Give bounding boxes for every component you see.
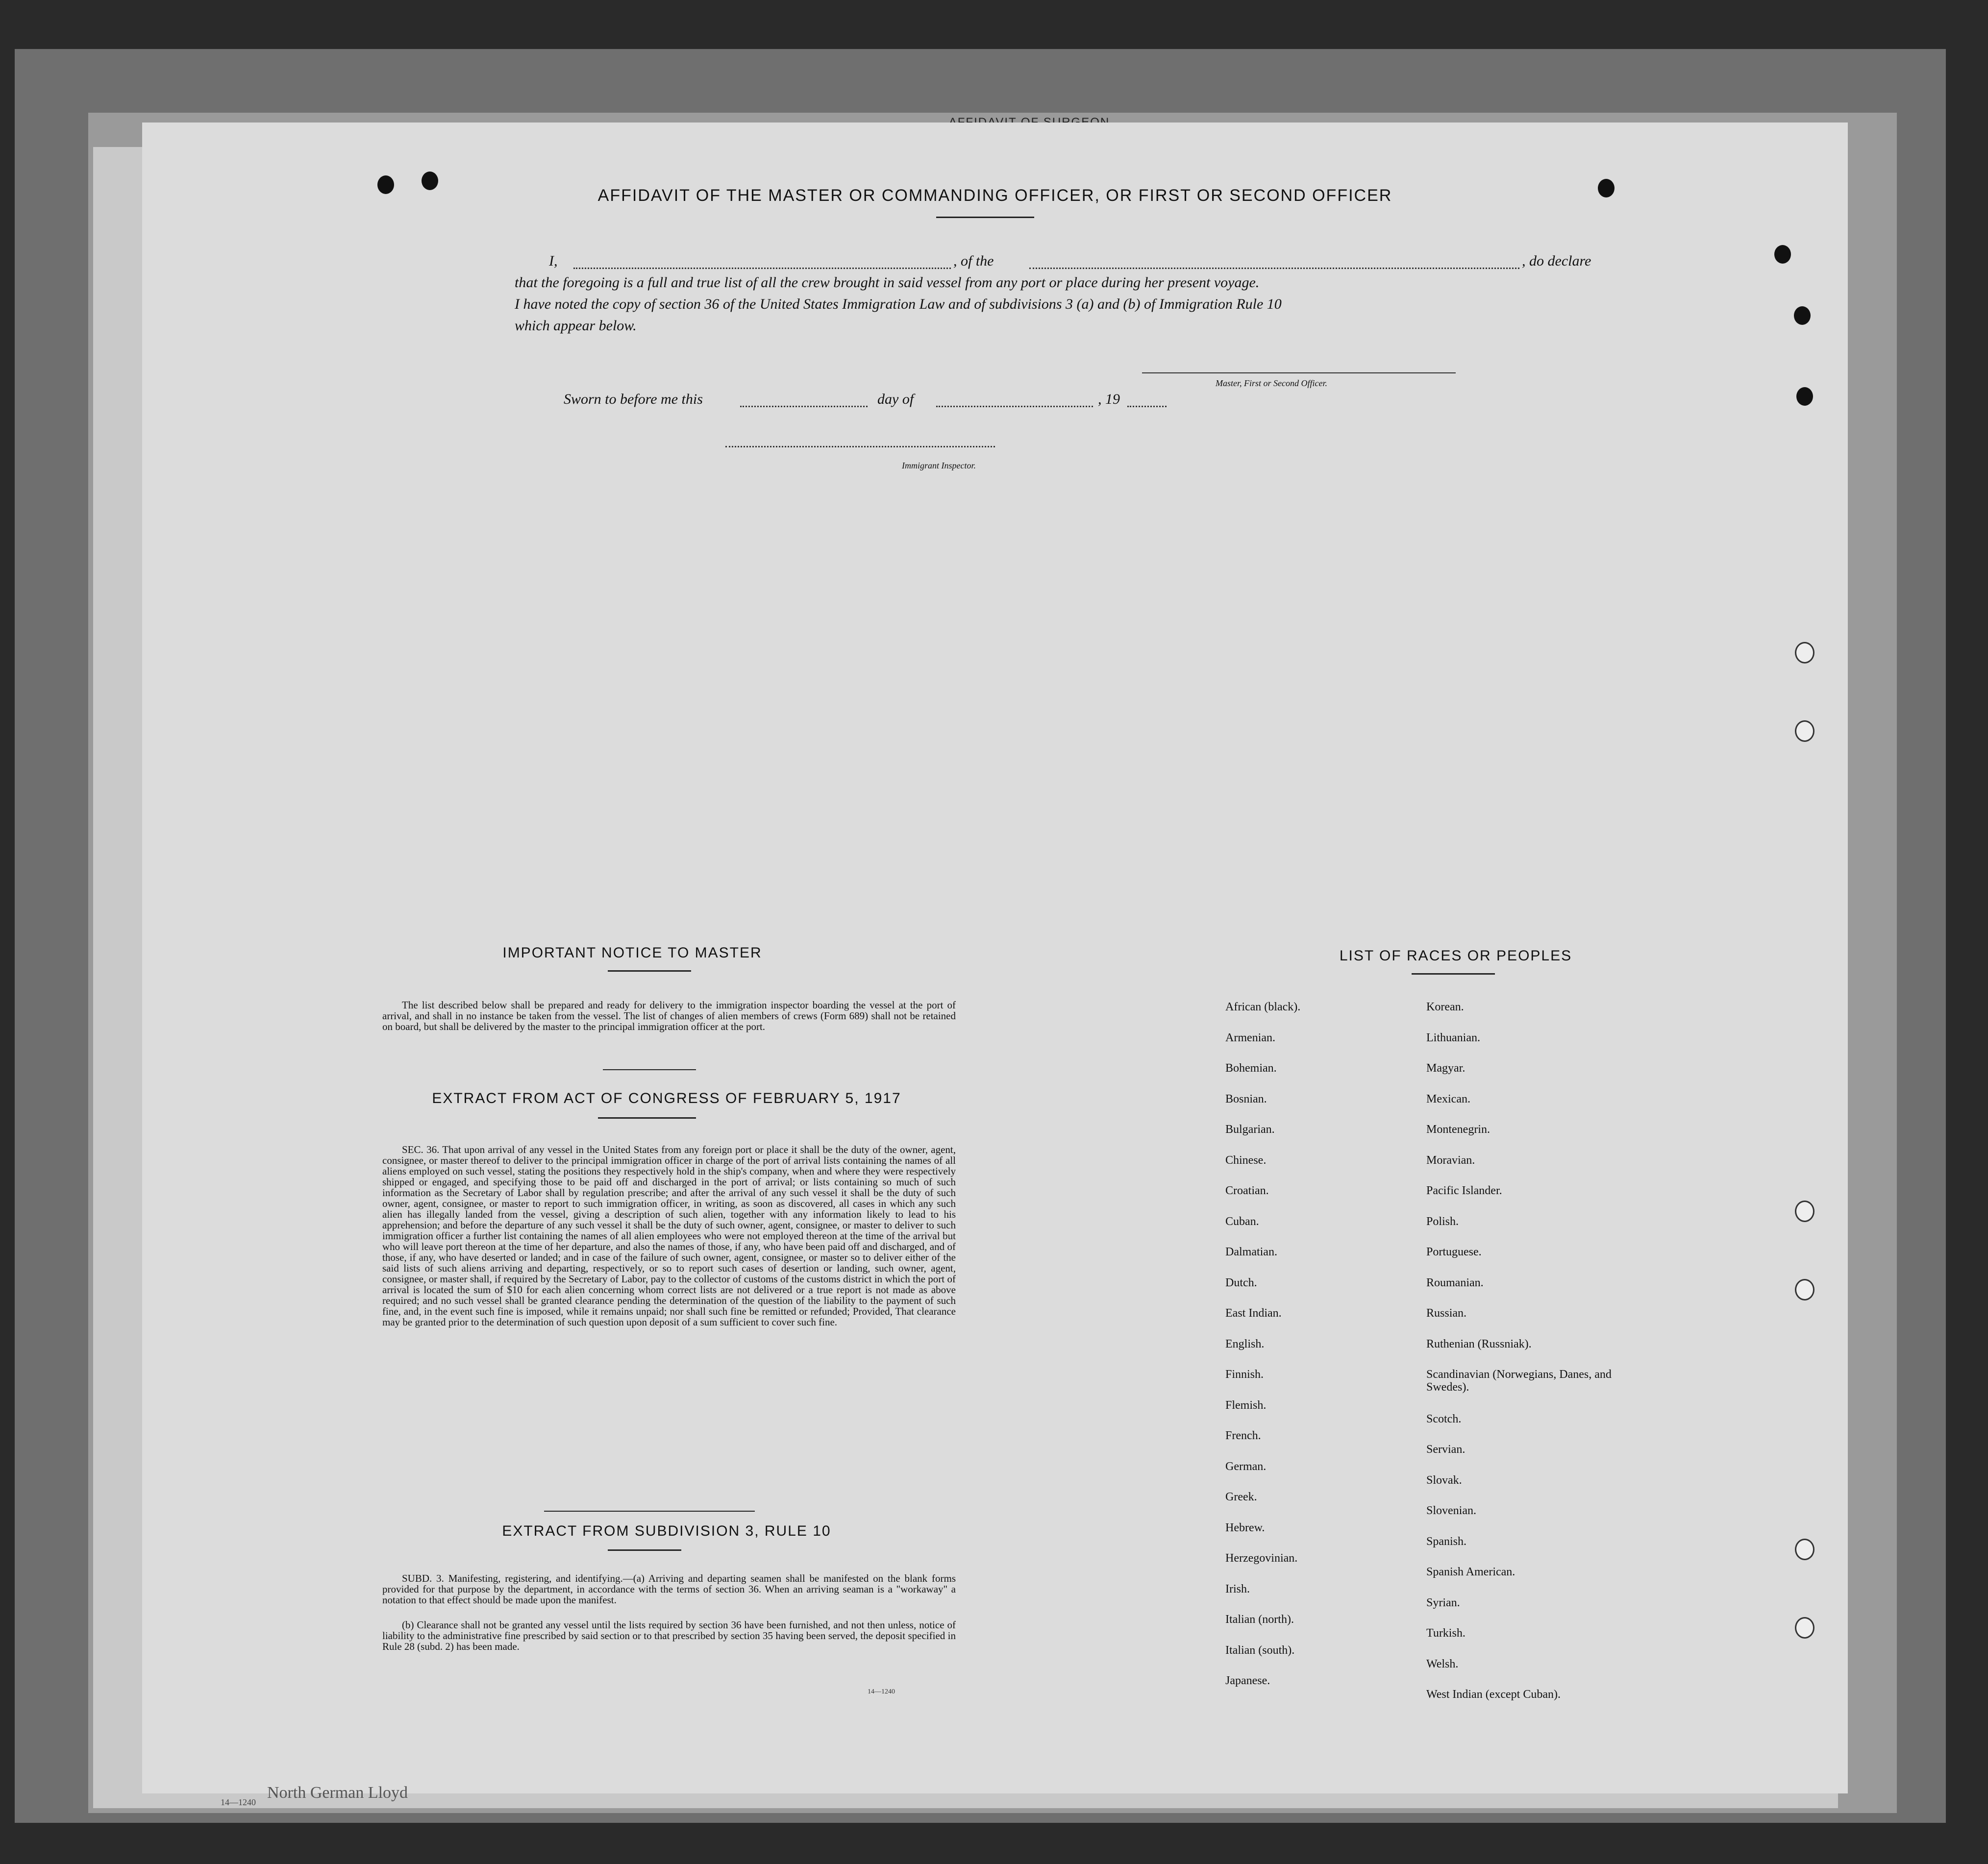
- race-entry: Pacific Islander.: [1426, 1184, 1502, 1197]
- extract-rule-body-b: (b) Clearance shall not be granted any vessel until the lists required by section 36 have been furnished, and not then unless, notice of liability to the administrative fine prescribed by said section or to that prescribed by section 35 having been served, the deposit specified in Rule 28 (subd. 2) has been made.: [382, 1619, 956, 1652]
- extract-act-body: SEC. 36. That upon arrival of any vessel in the United States from any foreign port or place it shall be the duty of the owner, agent, consignee, or master thereof to deliver to the principal immigration officer in charge of the port of arrival lists containing the names of all aliens employed on such vessel, stating the positions they respectively hold in the ship's company, when and where they were respectively shipped or engaged, and specifying those to be paid off and discharged in the port of arrival; or lists containing so much of such information as the Secretary of Labor shall by regulation prescribe; and after the arrival of any such vessel it shall be the duty of such owner, agent, consignee, or master to report to such immigration officer, in writing, as soon as discovered, all cases in which any such alien has illegally landed from the vessel, giving a description of such alien, together with any information likely to lead to his apprehension; and before the departure of any such vessel it shall be the duty of such owner, agent, consignee, or master to deliver to such immigration officer a further list containing the names of all alien employees who were not employed thereon at the time of the arrival but who will leave port thereon at the time of her departure, and also the names of those, if any, who have been paid off and discharged, and of those, if any, who have deserted or landed; and in case of the failure of such owner, agent, consignee, or master so to deliver either of the said lists of such aliens arriving and departing, respectively, or so to report such cases of desertion or landing, such owner, agent, consignee, or master shall, if required by the Secretary of Labor, pay to the collector of customs of the customs district in which the port of arrival is located the sum of $10 for each alien concerning whom correct lists are not delivered or a true report is not made as above required; and no such vessel shall be granted clearance pending the determination of the question of the liability to the payment of such fine, and, in the event such fine is imposed, while it remains unpaid; nor shall such fine be remitted or refunded; Provided, That clearance may be granted prior to the determination of such question upon deposit of a sum sufficient to cover such fine.: [382, 1144, 956, 1328]
- punch-hole-icon: [1795, 1539, 1814, 1560]
- race-entry: Hebrew.: [1225, 1521, 1265, 1534]
- race-entry: Montenegrin.: [1426, 1123, 1490, 1136]
- affidavit-line-4: which appear below.: [515, 318, 637, 334]
- race-entry: Syrian.: [1426, 1596, 1460, 1609]
- race-entry: Welsh.: [1426, 1657, 1459, 1670]
- race-entry: Roumanian.: [1426, 1276, 1484, 1289]
- form-number: 14—1240: [868, 1688, 895, 1695]
- divider: [544, 1511, 755, 1512]
- punch-hole-icon: [1795, 642, 1814, 663]
- officer-signature-field[interactable]: [1142, 372, 1456, 373]
- races-title: LIST OF RACES OR PEOPLES: [1339, 948, 1572, 964]
- race-entry: Japanese.: [1225, 1674, 1270, 1687]
- extract-act-title: EXTRACT FROM ACT OF CONGRESS OF FEBRUARY 5, 1917: [432, 1090, 901, 1106]
- race-entry: Bohemian.: [1225, 1062, 1277, 1075]
- affidavit-of-the-label: , of the: [953, 253, 994, 269]
- sworn-label: Sworn to before me this: [564, 391, 703, 407]
- punch-hole-icon: [1774, 245, 1791, 264]
- extract-rule-body-a: SUBD. 3. Manifesting, registering, and identifying.—(a) Arriving and departing seamen shall be manifested on the blank forms provided for that purpose by the department, in accordance with the terms of section 36. When an arriving seaman is a "workaway" a notation to that effect should be made upon the manifest.: [382, 1572, 956, 1606]
- affidavit-i-label: I,: [549, 253, 558, 269]
- race-entry: Dalmatian.: [1225, 1246, 1277, 1258]
- race-entry: Greek.: [1225, 1491, 1257, 1503]
- year-label: , 19: [1098, 391, 1120, 407]
- race-entry: Spanish.: [1426, 1535, 1467, 1548]
- punch-hole-icon: [1795, 1279, 1814, 1300]
- inspector-caption: Immigrant Inspector.: [902, 461, 976, 470]
- race-entry: Dutch.: [1225, 1276, 1257, 1289]
- punch-hole-icon: [1795, 1617, 1814, 1639]
- extract-rule-title: EXTRACT FROM SUBDIVISION 3, RULE 10: [502, 1523, 831, 1539]
- extract-rule-underline: [608, 1549, 681, 1551]
- master-name-field[interactable]: [573, 268, 951, 269]
- race-entry: Armenian.: [1225, 1031, 1275, 1044]
- punch-hole-icon: [1796, 387, 1813, 406]
- race-entry: Croatian.: [1225, 1184, 1269, 1197]
- race-entry: Bulgarian.: [1225, 1123, 1275, 1136]
- race-entry: Italian (north).: [1225, 1613, 1294, 1626]
- affidavit-title: AFFIDAVIT OF THE MASTER OR COMMANDING OFFICER, OR FIRST OR SECOND OFFICER: [597, 186, 1392, 205]
- punch-hole-icon: [1795, 1201, 1814, 1222]
- race-entry: Servian.: [1426, 1443, 1466, 1456]
- race-entry: English.: [1225, 1337, 1265, 1350]
- punch-hole-icon: [1795, 720, 1814, 742]
- punch-hole-icon: [1794, 306, 1811, 325]
- race-entry: Spanish American.: [1426, 1566, 1516, 1578]
- race-entry: Scotch.: [1426, 1412, 1462, 1425]
- affidavit-line-3: I have noted the copy of section 36 of the United States Immigration Law and of subdivisions 3 (a) and (b) of Immigration Rule 10: [515, 296, 1282, 312]
- sworn-year-field[interactable]: [1127, 406, 1167, 407]
- extract-act-underline: [598, 1117, 696, 1119]
- race-entry: Cuban.: [1225, 1215, 1259, 1228]
- race-entry: Scandinavian (Norwegians, Danes, and Swedes).: [1426, 1368, 1612, 1394]
- race-entry: African (black).: [1225, 1001, 1301, 1013]
- notice-body: The list described below shall be prepared and ready for delivery to the immigration inspector boarding the vessel at the port of arrival, and shall in no instance be taken from the vessel. The list of changes of alien members of crews (Form 689) shall not be retained on board, but shall be delivered by the master to the principal immigration officer at the port.: [382, 999, 956, 1032]
- race-entry: Magyar.: [1426, 1062, 1466, 1075]
- inspector-signature-field[interactable]: [725, 446, 995, 447]
- race-entry: Flemish.: [1225, 1398, 1267, 1412]
- race-entry: Bosnian.: [1225, 1092, 1267, 1105]
- day-of-label: day of: [877, 391, 914, 407]
- race-entry: Korean.: [1426, 1001, 1464, 1013]
- race-entry: Slovak.: [1426, 1473, 1462, 1487]
- race-entry: Herzegovinian.: [1225, 1552, 1298, 1565]
- race-entry: West Indian (except Cuban).: [1426, 1688, 1561, 1701]
- race-entry: Irish.: [1225, 1582, 1250, 1595]
- sworn-day-field[interactable]: [740, 406, 868, 407]
- title-underline: [936, 217, 1034, 218]
- notice-title: IMPORTANT NOTICE TO MASTER: [502, 945, 762, 961]
- race-entry: Italian (south).: [1225, 1643, 1295, 1657]
- footer-company: North German Lloyd: [267, 1784, 408, 1802]
- race-entry: German.: [1225, 1460, 1267, 1473]
- race-entry: Lithuanian.: [1426, 1031, 1480, 1044]
- divider: [603, 1069, 696, 1070]
- race-entry: Moravian.: [1426, 1153, 1475, 1167]
- race-entry: Turkish.: [1426, 1627, 1466, 1640]
- race-entry: Mexican.: [1426, 1092, 1470, 1105]
- race-entry: Finnish.: [1225, 1368, 1264, 1381]
- race-entry: Portuguese.: [1426, 1246, 1482, 1258]
- footer-form-number: 14—1240: [221, 1797, 256, 1807]
- race-entry: East Indian.: [1225, 1307, 1282, 1320]
- sworn-month-field[interactable]: [936, 406, 1093, 407]
- race-entry: Ruthenian (Russniak).: [1426, 1337, 1532, 1350]
- affidavit-do-declare-label: , do declare: [1522, 253, 1591, 269]
- vessel-name-field[interactable]: [1029, 268, 1519, 269]
- race-entry: Chinese.: [1225, 1153, 1267, 1167]
- races-underline: [1412, 973, 1495, 975]
- notice-underline: [608, 970, 691, 972]
- race-entry: Russian.: [1426, 1307, 1467, 1320]
- manifest-page: [142, 123, 1848, 1793]
- race-entry: French.: [1225, 1429, 1261, 1442]
- officer-caption: Master, First or Second Officer.: [1216, 378, 1327, 388]
- race-entry: Slovenian.: [1426, 1504, 1476, 1517]
- affidavit-line-2: that the foregoing is a full and true list of all the crew brought in said vessel from any port or place during her present voyage.: [515, 274, 1260, 291]
- race-entry: Polish.: [1426, 1215, 1459, 1228]
